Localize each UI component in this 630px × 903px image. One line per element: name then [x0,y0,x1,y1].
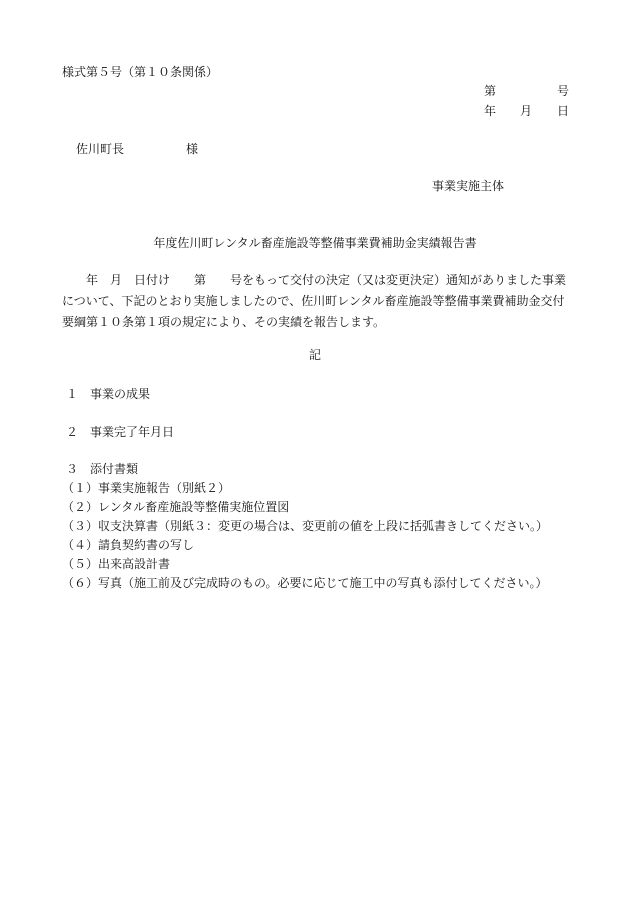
body-line: 要綱第１０条第１項の規定により、その実績を報告します。 [62,315,386,329]
attachment-item: （３）収支決算書（別紙３：変更の場合は、変更前の値を上段に括弧書きしてください。） [62,519,549,533]
ki-heading: 記 [308,348,321,362]
section-results: １ 事業の成果 [66,387,151,401]
form-reference: 様式第５号（第１０条関係） [62,65,219,79]
applicant-label: 事業実施主体 [432,179,505,193]
number-suffix: 号 [557,84,570,98]
addressee-name: 佐川町長 [76,142,125,156]
addressee-honorific: 様 [186,142,199,156]
section-attachments: ３ 添付書類 [66,462,139,476]
section-completion-date: ２ 事業完了年月日 [66,425,175,439]
number-prefix: 第 [484,84,497,98]
body-line: 年 月 日付け 第 号をもって交付の決定（又は変更決定）通知がありました事業 [62,273,567,287]
body-paragraph [62,270,572,333]
attachment-item: （２）レンタル畜産施設等整備実施位置図 [62,500,290,514]
attachment-item: （１）事業実施報告（別紙２） [62,481,231,495]
document-title: 年度佐川町レンタル畜産施設等整備事業費補助金実績報告書 [153,236,477,250]
body-line: について、下記のとおり実施しましたので、佐川町レンタル畜産施設等整備事業費補助金交付 [62,294,565,308]
date-year: 年 [484,104,497,118]
attachment-item: （４）請負契約書の写し [62,538,195,552]
date-day: 日 [557,104,570,118]
date-month: 月 [520,104,533,118]
attachment-item: （６）写真（施工前及び完成時のもの。必要に応じて施工中の写真も添付してください。） [62,576,548,590]
attachment-item: （５）出来高設計書 [62,557,171,571]
